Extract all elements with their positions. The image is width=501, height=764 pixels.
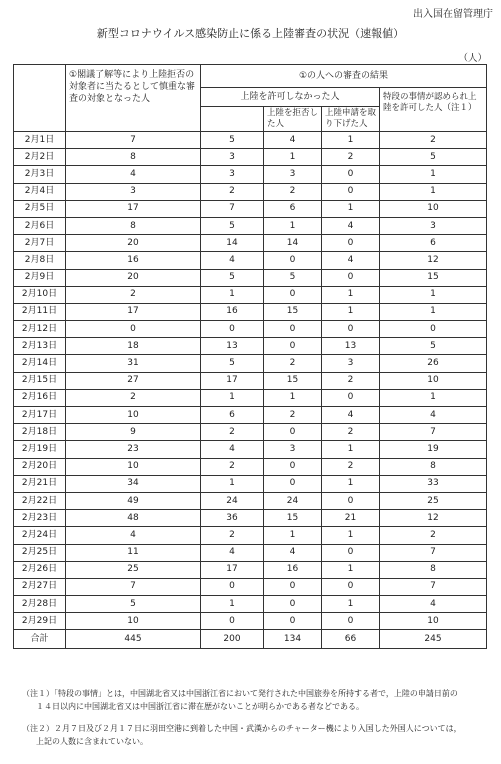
row-special: 10 xyxy=(380,613,487,630)
row-refused: 0 xyxy=(264,252,322,269)
row-examined: 11 xyxy=(66,544,201,561)
notes-section xyxy=(22,687,492,757)
total-row xyxy=(14,630,487,649)
table-row xyxy=(14,200,487,217)
row-date: 2月13日 xyxy=(14,338,66,355)
row-date: 2月21日 xyxy=(14,475,66,492)
row-refused: 1 xyxy=(264,389,322,406)
row-date: 2月6日 xyxy=(14,217,66,234)
row-denied: 3 xyxy=(201,166,264,183)
row-date: 2月14日 xyxy=(14,355,66,372)
table-row xyxy=(14,321,487,338)
row-date: 2月28日 xyxy=(14,596,66,613)
withdrawn-header: 上陸申請を取り下げた人 xyxy=(322,107,380,132)
row-refused: 14 xyxy=(264,235,322,252)
row-special: 10 xyxy=(380,200,487,217)
row-denied: 0 xyxy=(201,578,264,595)
row-examined: 20 xyxy=(66,269,201,286)
row-withdrawn: 1 xyxy=(322,132,380,149)
table-row xyxy=(14,132,487,149)
row-refused: 2 xyxy=(264,407,322,424)
row-withdrawn: 0 xyxy=(322,183,380,200)
row-special: 12 xyxy=(380,252,487,269)
row-withdrawn: 1 xyxy=(322,527,380,544)
row-refused: 1 xyxy=(264,217,322,234)
row-withdrawn: 4 xyxy=(322,217,380,234)
row-denied: 4 xyxy=(201,544,264,561)
row-withdrawn: 1 xyxy=(322,475,380,492)
row-special: 8 xyxy=(380,561,487,578)
table-row xyxy=(14,475,487,492)
row-date: 2月4日 xyxy=(14,183,66,200)
row-examined: 4 xyxy=(66,527,201,544)
row-refused: 1 xyxy=(264,527,322,544)
row-withdrawn: 0 xyxy=(322,166,380,183)
row-date: 2月5日 xyxy=(14,200,66,217)
total-denied: 200 xyxy=(201,630,264,649)
row-date: 2月3日 xyxy=(14,166,66,183)
row-refused: 3 xyxy=(264,441,322,458)
row-refused: 0 xyxy=(264,578,322,595)
row-examined: 23 xyxy=(66,441,201,458)
row-withdrawn: 2 xyxy=(322,458,380,475)
row-withdrawn: 0 xyxy=(322,321,380,338)
row-denied: 0 xyxy=(201,321,264,338)
row-withdrawn: 2 xyxy=(322,372,380,389)
row-special: 6 xyxy=(380,235,487,252)
row-special: 19 xyxy=(380,441,487,458)
table-row xyxy=(14,235,487,252)
row-examined: 16 xyxy=(66,252,201,269)
note-2-line-2: 上記の人数に含まれていない。 xyxy=(36,737,148,746)
row-special: 7 xyxy=(380,424,487,441)
row-denied: 5 xyxy=(201,132,264,149)
row-withdrawn: 1 xyxy=(322,286,380,303)
row-special: 5 xyxy=(380,338,487,355)
row-special: 2 xyxy=(380,132,487,149)
row-examined: 17 xyxy=(66,303,201,320)
denied-header: 上陸を許可しなかった人 xyxy=(201,88,380,107)
row-withdrawn: 0 xyxy=(322,269,380,286)
row-denied: 5 xyxy=(201,269,264,286)
row-special: 4 xyxy=(380,596,487,613)
row-denied: 1 xyxy=(201,389,264,406)
row-denied: 3 xyxy=(201,149,264,166)
row-refused: 6 xyxy=(264,200,322,217)
row-date: 2月23日 xyxy=(14,510,66,527)
row-denied: 17 xyxy=(201,372,264,389)
row-denied: 0 xyxy=(201,613,264,630)
row-withdrawn: 0 xyxy=(322,544,380,561)
row-refused: 16 xyxy=(264,561,322,578)
row-examined: 10 xyxy=(66,613,201,630)
row-denied: 1 xyxy=(201,596,264,613)
row-special: 33 xyxy=(380,475,487,492)
row-examined: 7 xyxy=(66,132,201,149)
row-denied: 5 xyxy=(201,217,264,234)
row-date: 2月9日 xyxy=(14,269,66,286)
row-denied: 17 xyxy=(201,561,264,578)
row-special: 1 xyxy=(380,389,487,406)
row-examined: 10 xyxy=(66,458,201,475)
row-date: 2月7日 xyxy=(14,235,66,252)
row-withdrawn: 13 xyxy=(322,338,380,355)
row-special: 1 xyxy=(380,303,487,320)
row-denied: 4 xyxy=(201,252,264,269)
row-special: 2 xyxy=(380,527,487,544)
row-withdrawn: 1 xyxy=(322,441,380,458)
table-row xyxy=(14,338,487,355)
table-row xyxy=(14,578,487,595)
row-date: 2月10日 xyxy=(14,286,66,303)
total-special: 245 xyxy=(380,630,487,649)
table-row xyxy=(14,561,487,578)
table-row xyxy=(14,613,487,630)
row-special: 25 xyxy=(380,492,487,509)
agency-name: 出入国在留管理庁 xyxy=(413,9,493,20)
row-special: 8 xyxy=(380,458,487,475)
row-examined: 3 xyxy=(66,183,201,200)
row-special: 5 xyxy=(380,149,487,166)
row-examined: 49 xyxy=(66,492,201,509)
row-date: 2月26日 xyxy=(14,561,66,578)
row-withdrawn: 0 xyxy=(322,235,380,252)
table-row xyxy=(14,217,487,234)
row-examined: 9 xyxy=(66,424,201,441)
refused-header: 上陸を拒否した人 xyxy=(264,107,322,132)
row-special: 10 xyxy=(380,372,487,389)
row-denied: 6 xyxy=(201,407,264,424)
row-withdrawn: 4 xyxy=(322,407,380,424)
row-date: 2月19日 xyxy=(14,441,66,458)
row-denied: 14 xyxy=(201,235,264,252)
row-date: 2月12日 xyxy=(14,321,66,338)
table-row xyxy=(14,407,487,424)
row-refused: 24 xyxy=(264,492,322,509)
row-refused: 15 xyxy=(264,372,322,389)
row-special: 7 xyxy=(380,578,487,595)
row-denied: 4 xyxy=(201,441,264,458)
table-row xyxy=(14,492,487,509)
table-row xyxy=(14,286,487,303)
row-withdrawn: 21 xyxy=(322,510,380,527)
total-refused: 134 xyxy=(264,630,322,649)
row-examined: 31 xyxy=(66,355,201,372)
row-refused: 0 xyxy=(264,338,322,355)
row-denied: 24 xyxy=(201,492,264,509)
row-denied: 16 xyxy=(201,303,264,320)
row-special: 1 xyxy=(380,166,487,183)
table-row xyxy=(14,149,487,166)
row-examined: 20 xyxy=(66,235,201,252)
row-special: 4 xyxy=(380,407,487,424)
row-refused: 5 xyxy=(264,269,322,286)
row-examined: 0 xyxy=(66,321,201,338)
row-examined: 7 xyxy=(66,578,201,595)
row-examined: 2 xyxy=(66,389,201,406)
row-special: 3 xyxy=(380,217,487,234)
table-row xyxy=(14,355,487,372)
table-row xyxy=(14,389,487,406)
examined-header: ①閣議了解等により上陸拒否の対象者に当たるとして慎重な審査の対象となった人 xyxy=(66,65,201,132)
row-date: 2月20日 xyxy=(14,458,66,475)
table-row xyxy=(14,269,487,286)
row-withdrawn: 2 xyxy=(322,149,380,166)
row-special: 1 xyxy=(380,183,487,200)
row-date: 2月15日 xyxy=(14,372,66,389)
total-date: 合計 xyxy=(14,630,66,649)
table-body xyxy=(14,132,487,649)
row-date: 2月25日 xyxy=(14,544,66,561)
table-row xyxy=(14,510,487,527)
row-withdrawn: 0 xyxy=(322,578,380,595)
row-refused: 1 xyxy=(264,149,322,166)
row-withdrawn: 1 xyxy=(322,303,380,320)
row-refused: 15 xyxy=(264,303,322,320)
row-examined: 34 xyxy=(66,475,201,492)
row-examined: 18 xyxy=(66,338,201,355)
row-special: 26 xyxy=(380,355,487,372)
special-permission-header: 特段の事情が認められ上陸を許可した人（注１） xyxy=(380,88,487,132)
row-withdrawn: 1 xyxy=(322,596,380,613)
row-withdrawn: 0 xyxy=(322,492,380,509)
row-withdrawn: 4 xyxy=(322,252,380,269)
row-date: 2月22日 xyxy=(14,492,66,509)
row-refused: 0 xyxy=(264,458,322,475)
row-examined: 25 xyxy=(66,561,201,578)
date-header xyxy=(14,65,66,132)
row-refused: 2 xyxy=(264,355,322,372)
table-row xyxy=(14,372,487,389)
row-withdrawn: 1 xyxy=(322,561,380,578)
row-refused: 15 xyxy=(264,510,322,527)
row-special: 0 xyxy=(380,321,487,338)
row-special: 1 xyxy=(380,286,487,303)
row-date: 2月24日 xyxy=(14,527,66,544)
row-examined: 8 xyxy=(66,149,201,166)
row-refused: 0 xyxy=(264,475,322,492)
row-examined: 17 xyxy=(66,200,201,217)
row-refused: 4 xyxy=(264,132,322,149)
table-row xyxy=(14,544,487,561)
row-denied: 13 xyxy=(201,338,264,355)
row-refused: 0 xyxy=(264,613,322,630)
row-date: 2月18日 xyxy=(14,424,66,441)
row-refused: 0 xyxy=(264,424,322,441)
row-examined: 27 xyxy=(66,372,201,389)
row-date: 2月16日 xyxy=(14,389,66,406)
note-1-line-2: １４日以内に中国湖北省又は中国浙江省に滞在歴がないことが明らかである者などである。 xyxy=(36,702,364,711)
denied-total-subheader xyxy=(201,107,264,132)
row-date: 2月17日 xyxy=(14,407,66,424)
landing-examination-table xyxy=(13,64,487,649)
row-examined: 5 xyxy=(66,596,201,613)
row-special: 15 xyxy=(380,269,487,286)
table-row xyxy=(14,458,487,475)
row-withdrawn: 3 xyxy=(322,355,380,372)
row-denied: 1 xyxy=(201,475,264,492)
result-group-header: ①の人への審査の結果 xyxy=(201,65,487,88)
table-row xyxy=(14,596,487,613)
total-withdrawn: 66 xyxy=(322,630,380,649)
row-denied: 2 xyxy=(201,458,264,475)
row-refused: 3 xyxy=(264,166,322,183)
note-1-line-1: （注１）「特段の事情」とは，中国湖北省又は中国浙江省において発行された中国旅券を所持する者で，上陸の申請日前の xyxy=(22,689,458,698)
row-refused: 4 xyxy=(264,544,322,561)
row-examined: 10 xyxy=(66,407,201,424)
row-withdrawn: 0 xyxy=(322,389,380,406)
table-row xyxy=(14,183,487,200)
row-examined: 4 xyxy=(66,166,201,183)
row-denied: 36 xyxy=(201,510,264,527)
row-examined: 2 xyxy=(66,286,201,303)
row-date: 2月1日 xyxy=(14,132,66,149)
row-withdrawn: 1 xyxy=(322,200,380,217)
table-row xyxy=(14,527,487,544)
note-2 xyxy=(22,722,492,748)
table-row xyxy=(14,303,487,320)
total-examined: 445 xyxy=(66,630,201,649)
row-date: 2月27日 xyxy=(14,578,66,595)
row-withdrawn: 2 xyxy=(322,424,380,441)
row-special: 7 xyxy=(380,544,487,561)
row-date: 2月2日 xyxy=(14,149,66,166)
note-1 xyxy=(22,687,492,713)
row-special: 12 xyxy=(380,510,487,527)
row-date: 2月11日 xyxy=(14,303,66,320)
page-title: 新型コロナウイルス感染防止に係る上陸審査の状況（速報値） xyxy=(96,27,405,40)
row-denied: 1 xyxy=(201,286,264,303)
row-examined: 8 xyxy=(66,217,201,234)
table-row xyxy=(14,441,487,458)
row-refused: 2 xyxy=(264,183,322,200)
row-examined: 48 xyxy=(66,510,201,527)
row-withdrawn: 0 xyxy=(322,613,380,630)
table-row xyxy=(14,424,487,441)
row-refused: 0 xyxy=(264,286,322,303)
row-date: 2月8日 xyxy=(14,252,66,269)
unit-label: （人） xyxy=(458,53,487,64)
row-date: 2月29日 xyxy=(14,613,66,630)
table-row xyxy=(14,166,487,183)
row-denied: 2 xyxy=(201,183,264,200)
row-refused: 0 xyxy=(264,321,322,338)
row-denied: 7 xyxy=(201,200,264,217)
note-2-line-1: （注２）２月７日及び２月１７日に羽田空港に到着した中国・武漢からのチャーター機により入国した外国人については， xyxy=(22,724,462,733)
row-denied: 2 xyxy=(201,424,264,441)
row-denied: 2 xyxy=(201,527,264,544)
row-denied: 5 xyxy=(201,355,264,372)
table-row xyxy=(14,252,487,269)
row-refused: 0 xyxy=(264,596,322,613)
